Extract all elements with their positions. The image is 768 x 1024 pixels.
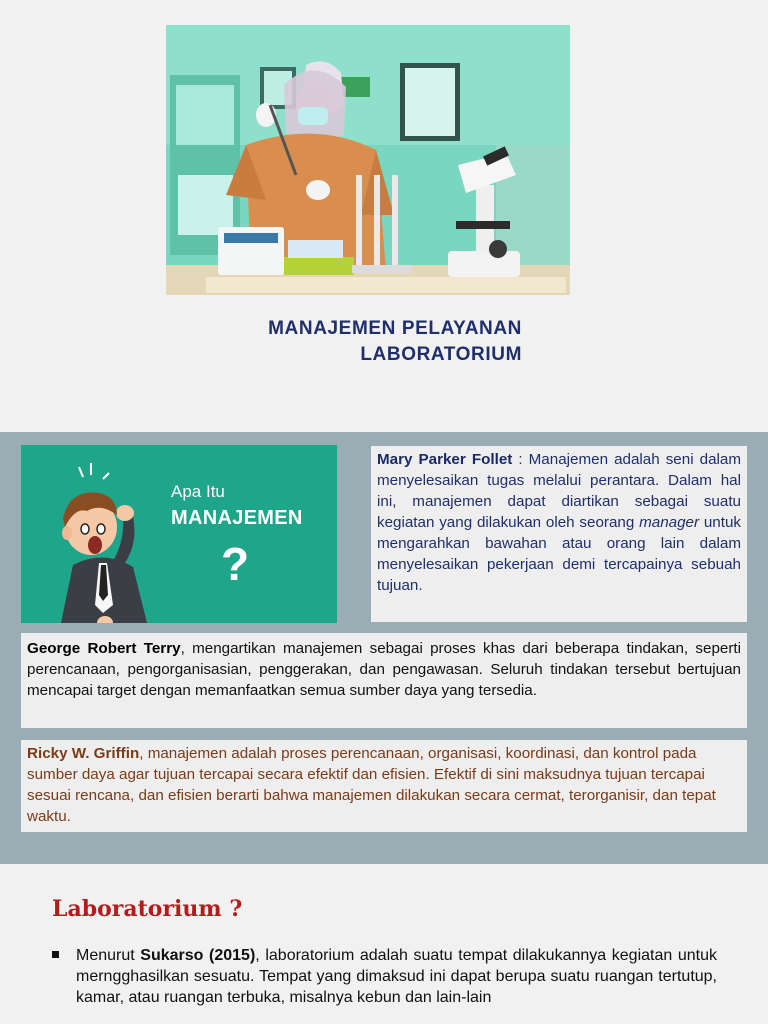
griffin-text: , manajemen adalah proses perencanaan, organisasi, koordinasi, dan kontrol pada sumber daya agar tujuan tercapai secara efektif dan efisien. Efektif di sini maksudnya tujuan tercapai sesuai rencana, dan efisien berarti bahwa manajemen dilakukan secara cermat, terorganisir, dan tepat waktu. <box>27 745 716 825</box>
definition-follet <box>371 446 747 622</box>
definition-terry <box>21 633 747 728</box>
author-griffin: Ricky W. Griffin <box>27 745 140 762</box>
slide-definitions <box>0 432 768 864</box>
laboratorium-heading: Laboratorium ? <box>52 896 243 922</box>
definition-griffin <box>21 740 747 832</box>
card-line-apa-itu: Apa Itu <box>171 482 225 501</box>
author-follet: Mary Parker Follet <box>377 451 513 468</box>
square-bullet-icon <box>52 951 59 958</box>
slide-title-text <box>150 316 522 368</box>
laboratory-photo <box>166 25 570 295</box>
terry-text: , mengartikan manajemen sebagai proses khas dari beberapa tindakan, seperti perencanaan, pengorganisasian, penggerakan, dan pengawasan. Seluruh tindakan tersebut bertujuan mencapai target dengan memanfaatkan semua sumber daya yang tersedia. <box>27 640 741 699</box>
follet-italic-word: manager <box>639 514 700 531</box>
follet-text-part2: untuk mengarahkan bawahan atau orang lain dalam menyelesaikan pekerjaan demi tercapainya sebuah tujuan. <box>377 514 742 594</box>
bullet-body: , laboratorium adalah suatu tempat dilakukannya kegiatan untuk merngghasilkan sesuatu. Tempat yang dimaksud ini dapat berupa suatu ruangan tertutup, kamar, atau ruangan terbuka, misalnya kebun dan lain-lain <box>76 947 718 1006</box>
bullet-prefix: Menurut <box>76 947 141 964</box>
slide-laboratorium <box>0 864 768 1024</box>
bullet-text <box>76 945 717 1008</box>
apa-itu-manajemen-card <box>21 445 337 623</box>
question-mark-icon: ? <box>221 538 250 590</box>
follet-text-part1: : Manajemen adalah seni dalam menyelesaikan tugas melalui perantara. Dalam hal ini, manajemen dapat diartikan sebagai suatu kegiatan yang dilakukan oleh seorang <box>377 451 741 531</box>
lab-worker-illustration <box>166 25 570 295</box>
author-terry: George Robert Terry <box>27 640 181 657</box>
card-line-manajemen: MANAJEMEN <box>171 507 303 529</box>
slide-title <box>0 0 768 432</box>
title-line-1: MANAJEMEN PELAYANAN <box>268 318 522 339</box>
author-sukarso: Sukarso (2015) <box>140 947 256 964</box>
title-line-2: LABORATORIUM <box>360 344 522 365</box>
confused-man-icon <box>21 445 171 623</box>
